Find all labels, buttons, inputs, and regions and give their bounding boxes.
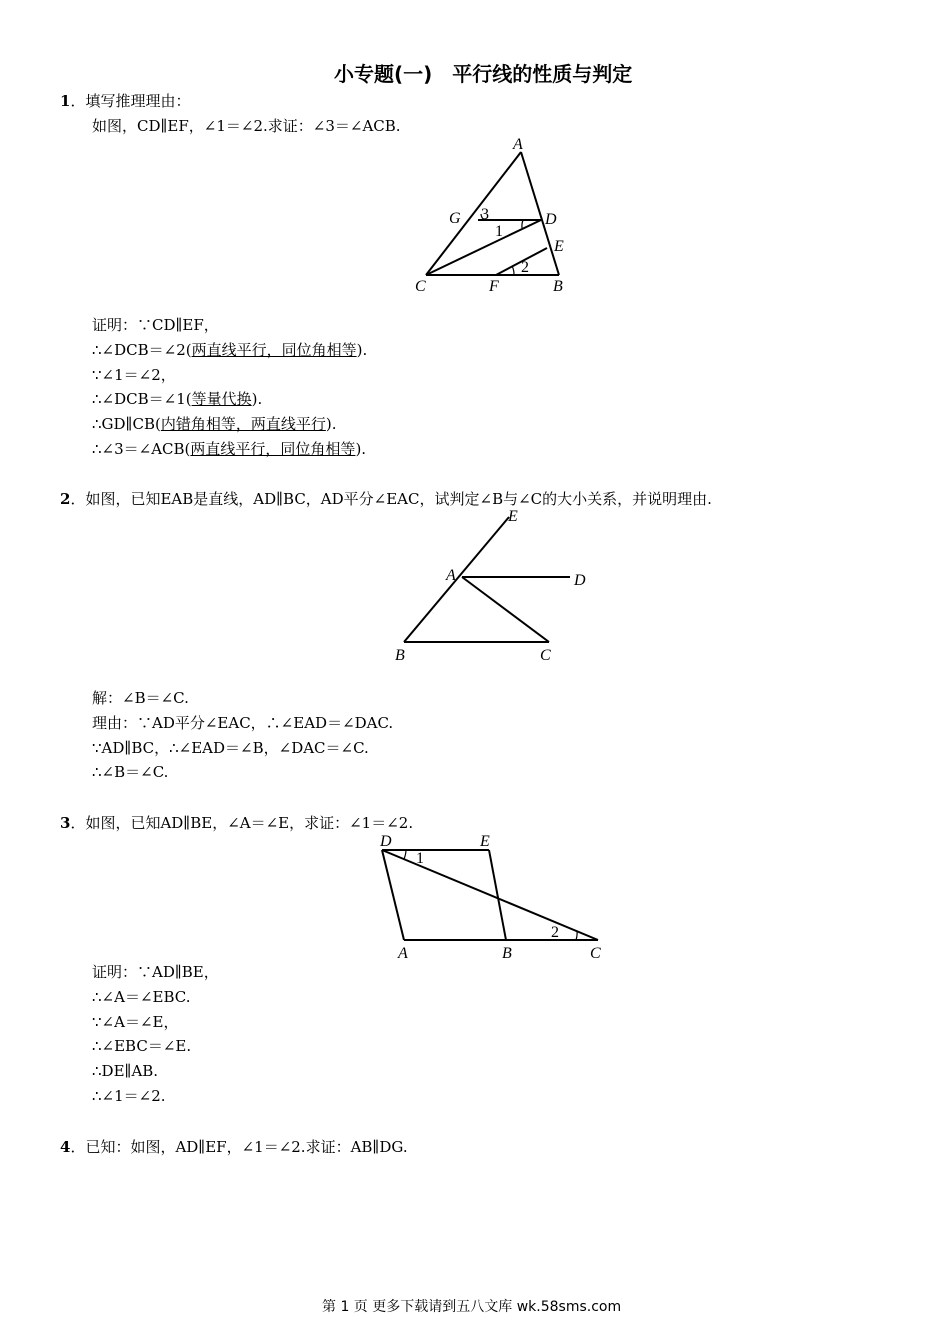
problem-4-statement: ．已知：如图，AD∥EF，∠1＝∠2.求证：AB∥DG. — [70, 1138, 408, 1156]
line-bae — [404, 517, 509, 642]
angle-2-label: 2 — [521, 259, 529, 276]
angle-1-label: 1 — [495, 223, 503, 240]
line-ac — [426, 152, 521, 275]
proof-1-line-4: ∴∠DCB＝∠1(等量代换). — [92, 390, 263, 408]
solution-2-line-4: ∴∠B＝∠C. — [92, 763, 169, 781]
proof-3-line-2: ∴∠A＝∠EBC. — [92, 988, 191, 1006]
label-c: C — [590, 945, 601, 962]
label-e: E — [480, 833, 490, 850]
figure-1 — [405, 133, 580, 298]
angle-1-arc — [404, 850, 406, 859]
label-c: C — [540, 647, 551, 664]
label-b: B — [395, 647, 405, 664]
page-footer: 第 1 页 更多下载请到五八文库 wk.58sms.com — [322, 1299, 622, 1315]
angle-2-arc — [576, 931, 577, 940]
proof-3-line-3: ∵∠A＝∠E， — [92, 1013, 179, 1031]
proof-1-line-2: ∴∠DCB＝∠2(两直线平行，同位角相等). — [92, 341, 368, 359]
proof-3-line-6: ∴∠1＝∠2. — [92, 1087, 166, 1105]
proof-3-line-4: ∴∠EBC＝∠E. — [92, 1037, 192, 1055]
problem-2-statement: ．如图，已知EAB是直线，AD∥BC，AD平分∠EAC，试判定∠B与∠C的大小关系，并说明理由. — [70, 490, 712, 508]
problem-3-header — [60, 814, 413, 832]
page-title: 小专题(一) 平行线的性质与判定 — [334, 62, 633, 86]
label-a: A — [513, 136, 523, 153]
label-f: F — [489, 278, 499, 295]
label-d: D — [545, 211, 557, 228]
angle-3-label: 3 — [481, 206, 489, 223]
label-e: E — [554, 238, 564, 255]
proof-1-line-1: 证明：∵CD∥EF， — [92, 316, 219, 334]
proof-1-line-6: ∴∠3＝∠ACB(两直线平行，同位角相等). — [92, 440, 367, 458]
label-b: B — [553, 278, 563, 295]
proof-1-line-3: ∵∠1＝∠2， — [92, 366, 176, 384]
label-e: E — [508, 508, 518, 525]
problem-4-number: 4 — [60, 1138, 71, 1156]
proof-1-line-5: ∴GD∥CB(内错角相等，两直线平行). — [92, 415, 337, 433]
line-da — [382, 850, 404, 940]
label-b: B — [502, 945, 512, 962]
line-dc — [382, 850, 598, 940]
label-a: A — [446, 567, 456, 584]
label-c: C — [415, 278, 426, 295]
proof-3-line-5: ∴DE∥AB. — [92, 1062, 159, 1080]
label-d: D — [380, 833, 392, 850]
problem-1-intro: ．填写推理理由： — [70, 92, 191, 110]
problem-1-statement: 如图，CD∥EF，∠1＝∠2.求证：∠3＝∠ACB. — [92, 117, 401, 135]
angle-2-label: 2 — [551, 924, 559, 941]
problem-2-header — [60, 490, 712, 508]
line-ac — [462, 577, 549, 642]
angle-2-arc — [512, 266, 514, 275]
reason-blank: 等量代换 — [191, 390, 252, 408]
problem-1-header — [60, 92, 190, 110]
figure-3 — [370, 828, 615, 966]
angle-1-arc — [522, 220, 523, 228]
problem-3-statement: ．如图，已知AD∥BE，∠A＝∠E，求证：∠1＝∠2. — [70, 814, 414, 832]
reason-blank: 两直线平行，同位角相等 — [190, 440, 356, 458]
problem-3-number: 3 — [60, 814, 71, 832]
label-a: A — [398, 945, 408, 962]
label-d: D — [574, 572, 586, 589]
reason-blank: 两直线平行，同位角相等 — [191, 341, 357, 359]
label-g: G — [449, 210, 461, 227]
problem-4-header — [60, 1138, 408, 1156]
solution-2-line-3: ∵AD∥BC，∴∠EAD＝∠B，∠DAC＝∠C. — [92, 739, 369, 757]
problem-2-number: 2 — [60, 490, 71, 508]
solution-2-line-2: 理由：∵AD平分∠EAC，∴∠EAD＝∠DAC. — [92, 714, 394, 732]
solution-2-line-1: 解：∠B＝∠C. — [92, 689, 189, 707]
proof-3-line-1: 证明：∵AD∥BE， — [92, 963, 219, 981]
angle-1-label: 1 — [416, 850, 424, 867]
problem-1-number: 1 — [60, 92, 71, 110]
reason-blank: 内错角相等，两直线平行 — [160, 415, 326, 433]
figure-2 — [390, 505, 600, 670]
